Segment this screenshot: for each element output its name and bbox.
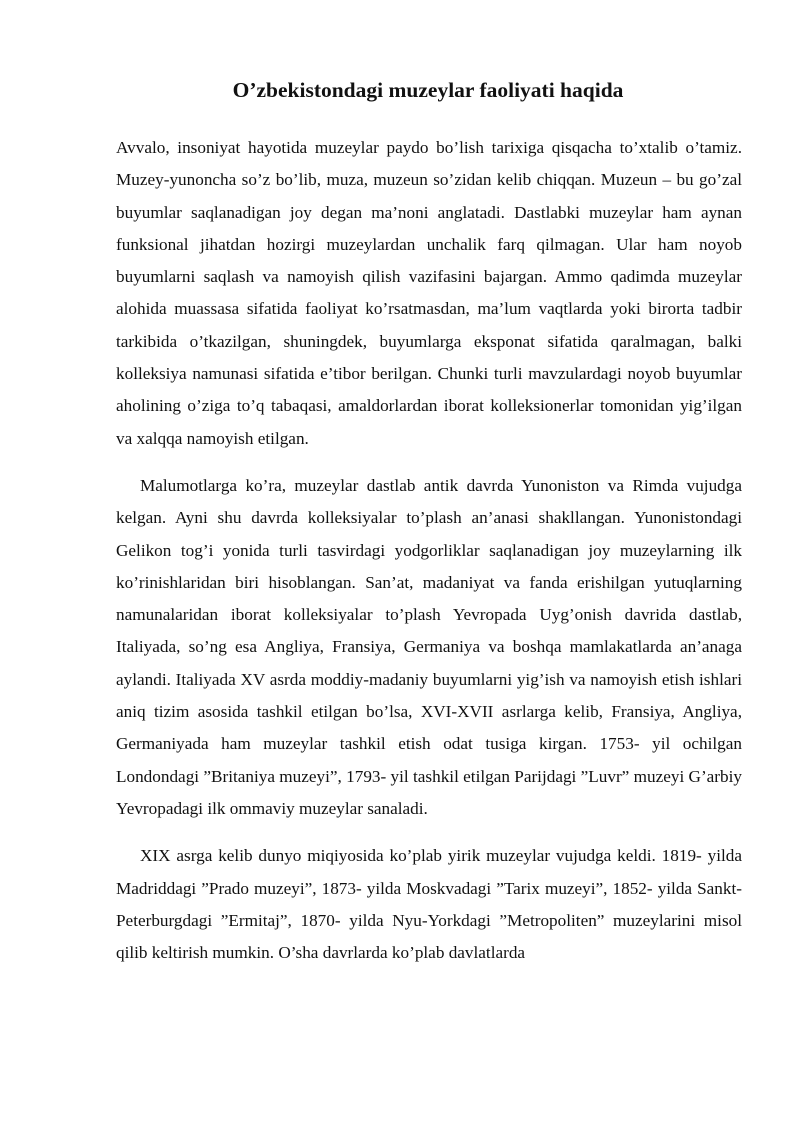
document-title: O’zbekistondagi muzeylar faoliyati haqida <box>232 78 624 102</box>
document-body <box>116 132 742 984</box>
paragraph-history: Malumotlarga ko’ra, muzeylar dastlab antik davrda Yunoniston va Rimda vujudga kelgan. Ayni shu davrda kolleksiyalar to’plash an’anasi shakllangan. Yunonistondagi Gelikon tog’i yonida turli tasvirdagi yodgorliklar saqlanadigan joy muzeylarning ilk ko’rinishlaridan biri hisoblangan. San’at, madaniyat va fanda erishilgan yutuqlarning namunalaridan iborat kolleksiyalar to’plash Yevropada Uyg’onish davrida dastlab, Italiyada, so’ng esa Angliya, Fransiya, Germaniya va boshqa mamlakatlarda an’anaga aylandi. Italiyada XV asrda moddiy-madaniy buyumlarni yig’ish va namoyish etish ishlari aniq tizim asosida tashkil etilgan bo’lsa, XVI-XVII asrlarga kelib, Fransiya, Angliya, Germaniyada ham muzeylar tashkil etish odat tusiga kirgan. 1753- yil ochilgan Londondagi ”Britaniya muzeyi”, 1793- yil tashkil etilgan Parijdagi ”Luvr” muzeyi G’arbiy Yevropadagi ilk ommaviy muzeylar sanaladi. <box>116 475 742 818</box>
paragraph-nineteenth-century: XIX asrga kelib dunyo miqiyosida ko’plab yirik muzeylar vujudga keldi. 1819- yilda Madriddagi ”Prado muzeyi”, 1873- yilda Moskvadagi ”Tarix muzeyi”, 1852- yilda Sankt-Peterburgdagi ”Ermitaj”, 1870- yilda Nyu-Yorkdagi ”Metropoliten” muzeylarini misol qilib keltirish mumkin. O’sha davrlarda ko’plab davlatlarda <box>116 846 742 963</box>
paragraph-intro: Avvalo, insoniyat hayotida muzeylar paydo bo’lish tarixiga qisqacha to’xtalib o’tamiz. Muzey-yunoncha so’z bo’lib, muza, muzeun so’zidan kelib chiqqan. Muzeun – bu go’zal buyumlar saqlanadigan joy degan ma’noni anglatadi. Dastlabki muzeylar ham aynan funksional jihatdan hozirgi muzeylardan unchalik farq qilmagan. Ular ham noyob buyumlarni saqlash va namoyish qilish vazifasini bajargan. Ammo qadimda muzeylar alohida muassasa sifatida faoliyat ko’rsatmasdan, ma’lum vaqtlarda yoki birorta tadbir tarkibida o’tkazilgan, shuningdek, buyumlarga eksponat sifatida qaralmagan, balki kolleksiya namunasi sifatida e’tibor berilgan. Chunki turli mavzulardagi noyob buyumlar aholining o’ziga to’q tabaqasi, amaldorlardan iborat kolleksionerlar tomonidan yig’ilgan va xalqqa namoyish etilgan. <box>116 138 742 448</box>
